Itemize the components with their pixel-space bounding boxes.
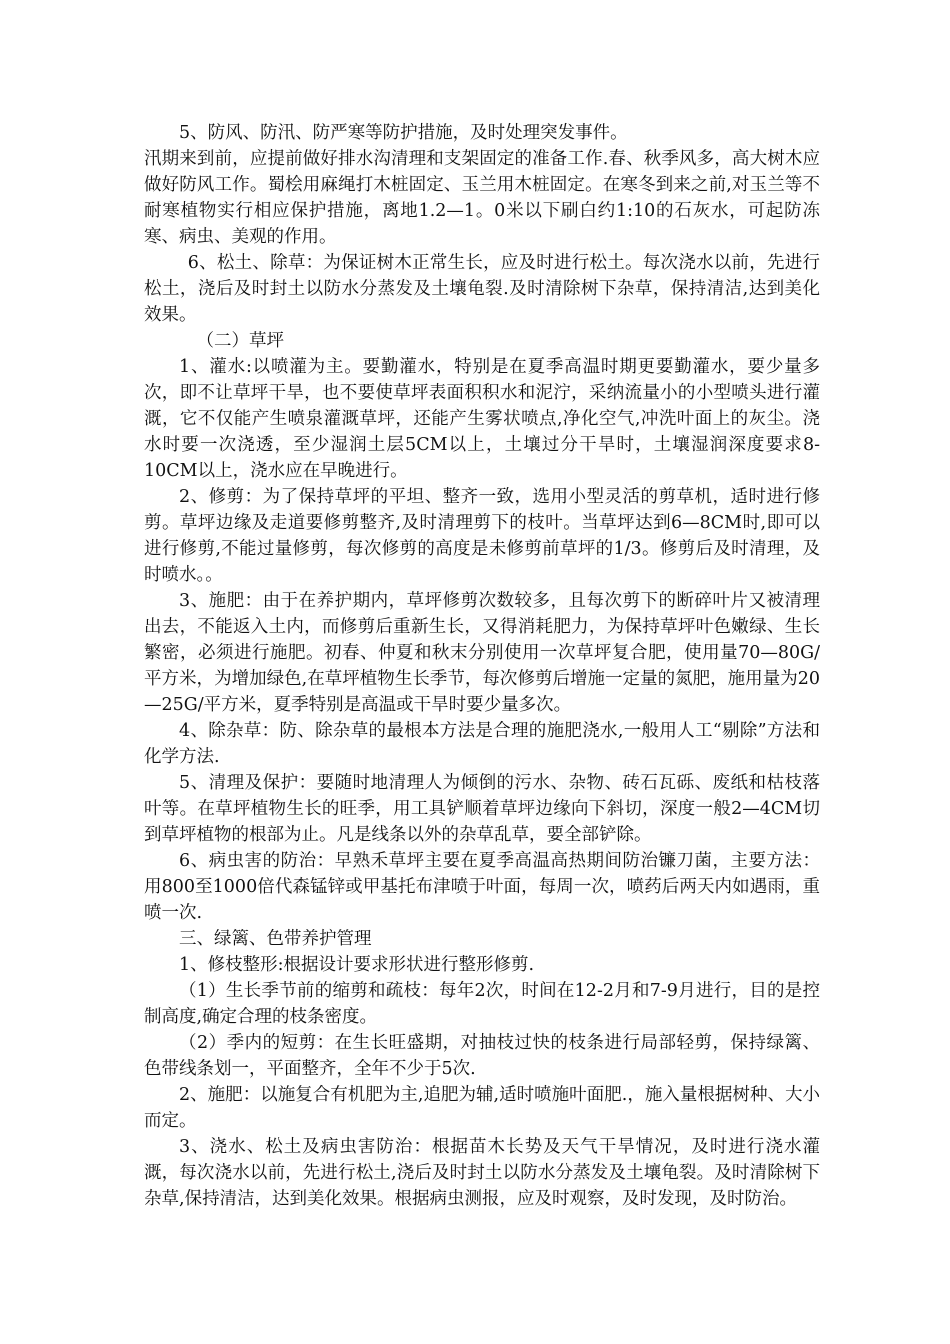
paragraph: （2）季内的短剪：在生长旺盛期，对抽枝过快的枝条进行局部轻剪，保持绿篱、色带线条划一，平面整齐，全年不少于5次. <box>144 1033 820 1079</box>
paragraph: 3、施肥：由于在养护期内，草坪修剪次数较多，且每次剪下的断碎叶片又被清理出去，不能返入土内，而修剪后重新生长，又得消耗肥力，为保持草坪叶色嫩绿、生长繁密，必须进行施肥。初春、仲夏和秋末分别使用一次草坪复合肥，使用量70—80G/平方米，为增加绿色,在草坪植物生长季节，每次修剪后增施一定量的氮肥，施用量为20—25G/平方米，夏季特别是高温或干旱时要少量多次。 <box>144 591 820 715</box>
section-heading: （二）草坪 <box>196 331 284 351</box>
paragraph: 6、病虫害的防治：早熟禾草坪主要在夏季高温高热期间防治镰刀菌，主要方法：用800至1000倍代森锰锌或甲基托布津喷于叶面，每周一次，喷药后两天内如遇雨，重喷一次. <box>144 851 820 923</box>
paragraph: 3、浇水、松土及病虫害防治：根据苗木长势及天气干旱情况，及时进行浇水灌溉，每次浇水以前，先进行松土,浇后及时封土以防水分蒸发及土壤龟裂。及时清除树下杂草,保持清洁，达到美化效果。根据病虫测报，应及时观察，及时发现，及时防治。 <box>144 1137 820 1209</box>
paragraph: （1）生长季节前的缩剪和疏枝：每年2次，时间在12-2月和7-9月进行，目的是控制高度,确定合理的枝条密度。 <box>144 981 820 1027</box>
paragraph: 5、防风、防汛、防严寒等防护措施，及时处理突发事件。 <box>179 123 628 143</box>
paragraph: 5、清理及保护：要随时地清理人为倾倒的污水、杂物、砖石瓦砾、废纸和枯枝落叶等。在草坪植物生长的旺季，用工具铲顺着草坪边缘向下斜切，深度一般2—4CM切到草坪植物的根部为止。凡是线条以外的杂草乱草，要全部铲除。 <box>144 773 820 845</box>
document-body <box>144 120 820 1212</box>
paragraph: 6、松土、除草：为保证树木正常生长，应及时进行松土。每次浇水以前，先进行松土，浇后及时封土以防水分蒸发及土壤龟裂.及时清除树下杂草，保持清洁,达到美化效果。 <box>144 253 820 325</box>
paragraph: 4、除杂草：防、除杂草的最根本方法是合理的施肥浇水,一般用人工“剔除”方法和化学方法. <box>144 721 820 767</box>
section-heading: 三、绿篱、色带养护管理 <box>179 929 372 949</box>
paragraph: 1、修枝整形:根据设计要求形状进行整形修剪. <box>179 955 535 975</box>
paragraph: 汛期来到前，应提前做好排水沟清理和支架固定的准备工作.春、秋季风多，高大树木应做好防风工作。蜀桧用麻绳打木桩固定、玉兰用木桩固定。在寒冬到来之前,对玉兰等不耐寒植物实行相应保护措施，离地1.2—1。0米以下刷白约1:10的石灰水，可起防冻寒、病虫、美观的作用。 <box>144 149 820 247</box>
paragraph: 1、灌水:以喷灌为主。要勤灌水，特别是在夏季高温时期更要勤灌水，要少量多次，即不让草坪干旱，也不要使草坪表面积积水和泥泞，采纳流量小的小型喷头进行灌溉，它不仅能产生喷泉灌溉草坪，还能产生雾状喷点,净化空气,冲洗叶面上的灰尘。浇水时要一次浇透，至少湿润土层5CM以上，土壤过分干旱时，土壤湿润深度要求8-10CM以上，浇水应在早晚进行。 <box>144 357 820 481</box>
paragraph: 2、修剪：为了保持草坪的平坦、整齐一致，选用小型灵活的剪草机，适时进行修剪。草坪边缘及走道要修剪整齐,及时清理剪下的枝叶。当草坪达到6—8CM时,即可以进行修剪,不能过量修剪，每次修剪的高度是未修剪前草坪的1/3。修剪后及时清理，及时喷水。。 <box>144 487 820 585</box>
paragraph: 2、施肥：以施复合有机肥为主,追肥为辅,适时喷施叶面肥.，施入量根据树种、大小而定。 <box>144 1085 820 1131</box>
